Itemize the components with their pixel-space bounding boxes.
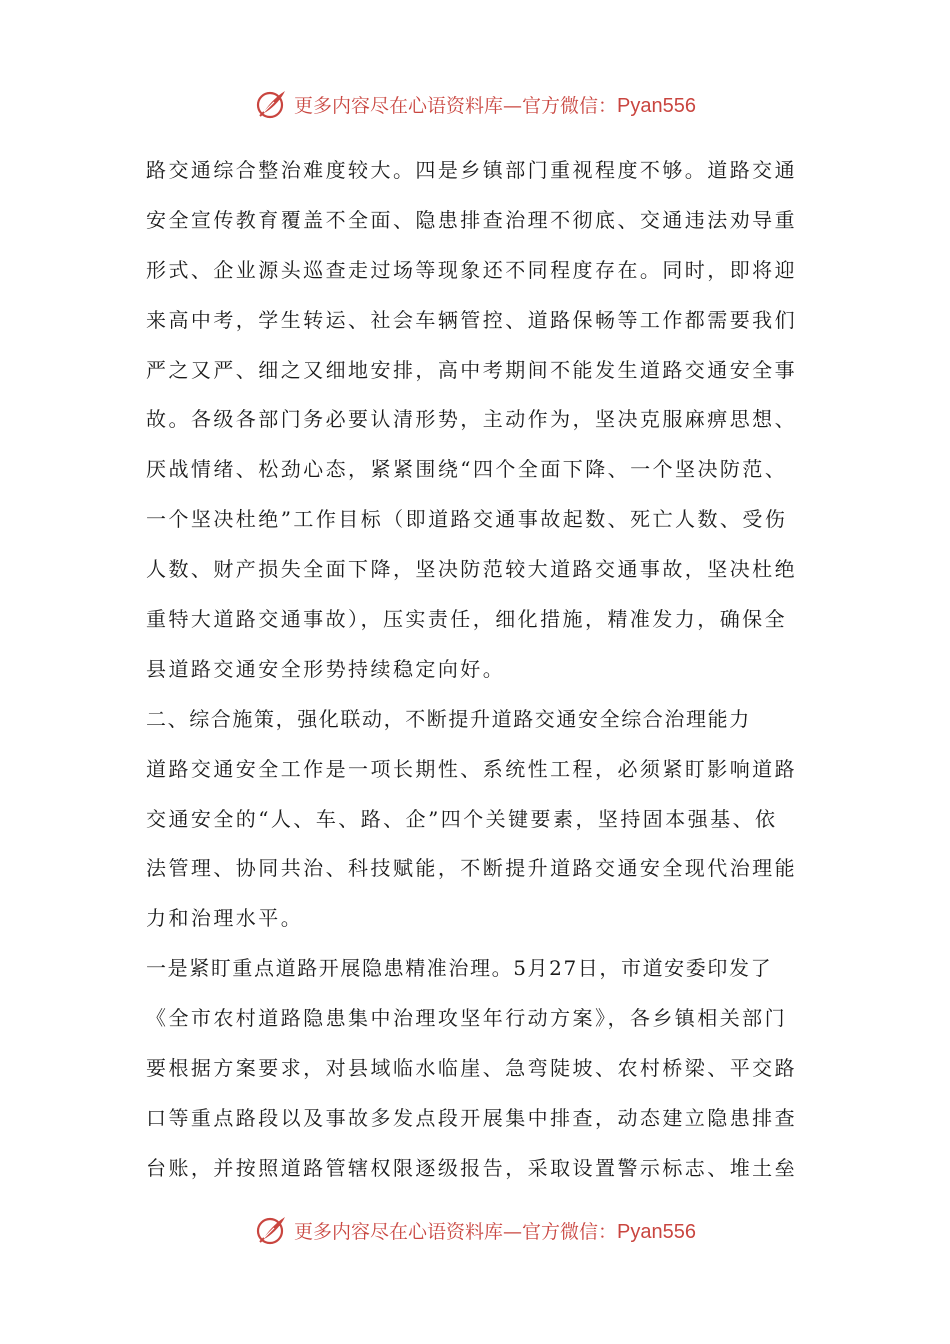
text-line: 人数、财产损失全面下降，坚决防范较大道路交通事故，坚决杜绝 bbox=[146, 557, 798, 582]
text-line: 口等重点路段以及事故多发点段开展集中排查，动态建立隐患排查 bbox=[146, 1105, 798, 1130]
footer-wechat-id: Pyan556 bbox=[617, 1220, 696, 1243]
text-line: 形式、企业源头巡查走过场等现象还不同程度存在。同时，即将迎 bbox=[146, 257, 798, 282]
text-line: 严之又严、细之又细地安排，高中考期间不能发生道路交通安全事 bbox=[146, 357, 798, 382]
text-line: 县道路交通安全形势持续稳定向好。 bbox=[146, 656, 506, 681]
text-line: 重特大道路交通事故），压实责任，细化措施，精准发力，确保全 bbox=[146, 607, 788, 632]
text-line: 一是紧盯重点道路开展隐患精准治理。5月27日，市道安委印发了 bbox=[146, 956, 773, 981]
header-banner bbox=[0, 84, 950, 124]
text-line: 路交通综合整治难度较大。四是乡镇部门重视程度不够。道路交通 bbox=[146, 158, 798, 182]
header-wechat-id: Pyan556 bbox=[617, 94, 696, 117]
feather-pen-icon bbox=[254, 1212, 290, 1248]
text-line: 道路交通安全工作是一项长期性、系统性工程，必须紧盯影响道路 bbox=[146, 756, 798, 781]
section-heading: 二、综合施策，强化联动，不断提升道路交通安全综合治理能力 bbox=[146, 706, 751, 731]
header-banner-text bbox=[294, 91, 696, 118]
text-line: 交通安全的“人、车、路、企”四个关键要素，坚持固本强基、依 bbox=[146, 806, 778, 831]
feather-pen-icon bbox=[254, 86, 290, 122]
text-line: 来高中考，学生转运、社会车辆管控、道路保畅等工作都需要我们 bbox=[146, 307, 798, 332]
text-line: 台账，并按照道路管辖权限逐级报告，采取设置警示标志、堆土垒 bbox=[146, 1155, 798, 1180]
text-line: 一个坚决杜绝”工作目标（即道路交通事故起数、死亡人数、受伤 bbox=[146, 507, 788, 532]
text-line: 故。各级各部门务必要认清形势，主动作为，坚决克服麻痹思想、 bbox=[146, 407, 798, 432]
header-banner-label: 更多内容尽在心语资料库—官方微信： bbox=[294, 94, 618, 117]
text-line: 法管理、协同共治、科技赋能，不断提升道路交通安全现代治理能 bbox=[146, 856, 798, 881]
text-line: 《全市农村道路隐患集中治理攻坚年行动方案》，各乡镇相关部门 bbox=[146, 1006, 788, 1031]
document-body bbox=[146, 146, 806, 1194]
footer-banner bbox=[0, 1210, 950, 1250]
text-line: 安全宣传教育覆盖不全面、隐患排查治理不彻底、交通违法劝导重 bbox=[146, 207, 798, 232]
footer-banner-text bbox=[294, 1217, 696, 1244]
footer-banner-label: 更多内容尽在心语资料库—官方微信： bbox=[294, 1220, 618, 1243]
text-line: 力和治理水平。 bbox=[146, 906, 304, 931]
text-line: 要根据方案要求，对县域临水临崖、急弯陡坡、农村桥梁、平交路 bbox=[146, 1056, 798, 1081]
text-line: 厌战情绪、松劲心态，紧紧围绕“四个全面下降、一个坚决防范、 bbox=[146, 457, 788, 482]
